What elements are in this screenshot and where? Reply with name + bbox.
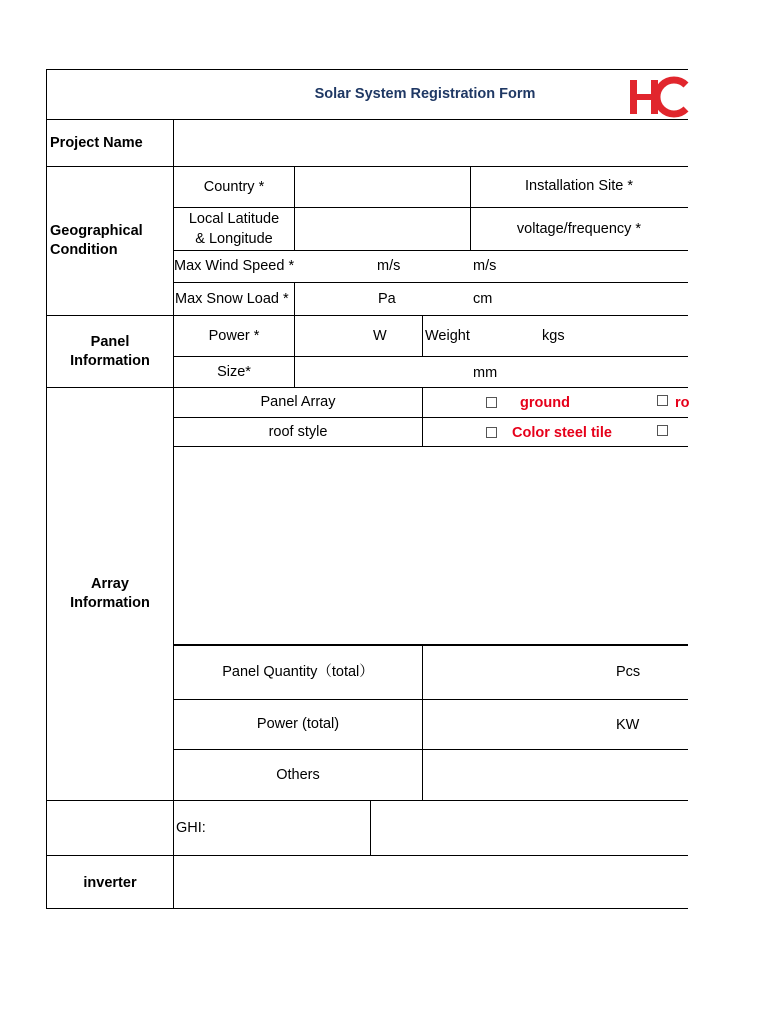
table-rule [422, 315, 423, 357]
power-total-unit-kw: KW [616, 717, 640, 733]
form-title: Solar System Registration Form [314, 86, 536, 102]
power-total-label: Power (total) [256, 716, 340, 732]
ground-option-label: ground [520, 395, 570, 411]
company-logo [628, 76, 688, 118]
table-rule [294, 282, 295, 388]
table-rule-thick [173, 644, 688, 646]
project-name-label: Project Name [50, 135, 143, 151]
panel-quantity-label: Panel Quantity（total） [222, 664, 374, 680]
panel-array-label: Panel Array [260, 394, 336, 410]
panel-quantity-unit-pcs: Pcs [616, 664, 641, 680]
power-unit-w: W [373, 328, 387, 344]
geographical-condition-label-line2: Condition [50, 242, 118, 258]
table-rule [46, 166, 688, 167]
array-information-label-line2: Information [70, 595, 150, 611]
table-border-bottom [46, 908, 688, 909]
table-border-top [46, 69, 688, 70]
table-rule [46, 800, 688, 801]
roof-style-other-checkbox[interactable] [657, 425, 668, 436]
roof-style-label: roof style [268, 424, 328, 440]
geographical-condition-label-line1: Geographical [50, 223, 143, 239]
max-snow-load-label: Max Snow Load * [175, 291, 289, 307]
roof-option-label: ro [675, 395, 690, 411]
table-rule [173, 207, 688, 208]
weight-label: Weight [425, 328, 470, 344]
table-rule [173, 282, 688, 283]
table-rule [173, 356, 688, 357]
others-label: Others [276, 767, 320, 783]
ghi-label: GHI: [176, 820, 206, 836]
color-steel-tile-option-label: Color steel tile [512, 425, 612, 441]
country-label: Country * [203, 179, 265, 195]
array-information-label-line1: Array [91, 576, 129, 592]
panel-information-label-line2: Information [70, 353, 150, 369]
table-rule [46, 315, 688, 316]
ground-checkbox[interactable] [486, 397, 497, 408]
table-rule [173, 699, 688, 700]
inverter-label: inverter [83, 875, 137, 891]
table-rule [370, 800, 371, 856]
wind-unit-ms-2: m/s [473, 258, 497, 274]
size-unit-mm: mm [473, 365, 498, 381]
max-wind-speed-label: Max Wind Speed * [174, 258, 295, 274]
table-rule [173, 749, 688, 750]
power-label: Power * [208, 328, 260, 344]
table-rule [422, 644, 423, 801]
table-rule [422, 387, 423, 447]
color-steel-tile-checkbox[interactable] [486, 427, 497, 438]
wind-unit-ms: m/s [377, 258, 401, 274]
table-rule [46, 387, 688, 388]
snow-unit-pa: Pa [378, 291, 396, 307]
snow-unit-cm: cm [473, 291, 493, 307]
table-border-left [46, 69, 47, 909]
latitude-label-line2: & Longitude [195, 231, 273, 247]
table-rule [470, 166, 471, 251]
size-label: Size* [217, 364, 251, 380]
table-rule [173, 417, 688, 418]
table-rule [173, 250, 688, 251]
latitude-label-line1: Local Latitude [188, 211, 280, 227]
installation-site-label: Installation Site * [524, 178, 634, 194]
panel-information-label-line1: Panel [90, 334, 130, 350]
table-rule [173, 119, 174, 909]
table-rule [294, 166, 295, 251]
table-rule [173, 446, 688, 447]
voltage-frequency-label: voltage/frequency * [516, 221, 642, 237]
weight-unit-kgs: kgs [542, 328, 565, 344]
roof-checkbox[interactable] [657, 395, 668, 406]
table-rule [46, 119, 688, 120]
table-rule [46, 855, 688, 856]
